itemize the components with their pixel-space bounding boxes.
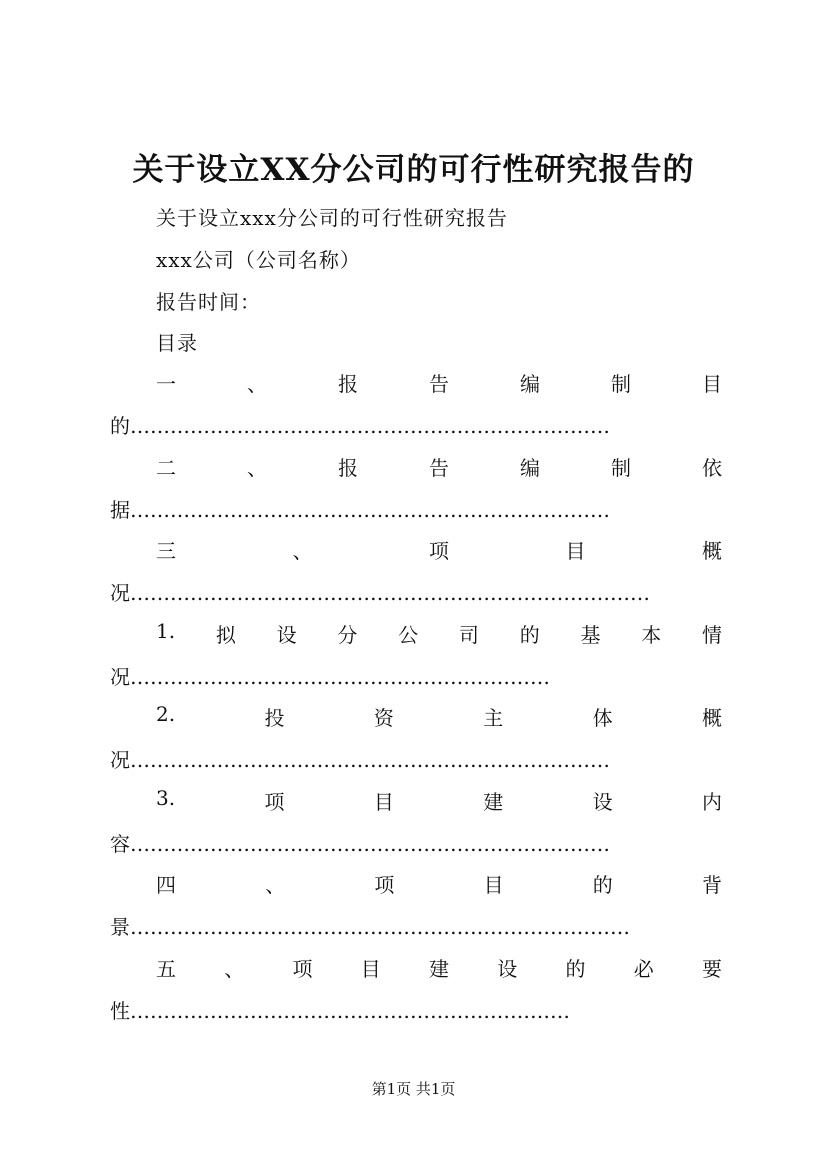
toc-leader-dots: ………………………………………………………… [130, 998, 570, 1023]
toc-entry-char: 编 [520, 455, 540, 480]
toc-entry-char: 项 [264, 789, 285, 814]
report-time: 报告时间： [156, 290, 261, 314]
toc-leader-dots: …………………………………………………………………… [130, 581, 650, 605]
toc-entry-char: 资 [373, 706, 394, 730]
toc-entry-char: 制 [611, 372, 631, 396]
toc-entry-char: 目 [702, 372, 722, 396]
toc-entry-last-char: 况 [110, 748, 130, 772]
company-name: xxx公司（公司名称） [156, 248, 361, 272]
toc-entry-last-char: 性 [110, 998, 130, 1023]
toc-entry-char: 告 [429, 372, 449, 396]
document-title: 关于设立XX分公司的可行性研究报告的 [132, 152, 695, 188]
toc-entry-last-char: 况 [110, 664, 130, 689]
toc-entry-char: 必 [633, 956, 654, 981]
toc-entry-char: 投 [264, 706, 285, 730]
toc-entry-char: 建 [483, 789, 504, 814]
toc-entry-continuation[interactable] [110, 661, 550, 690]
toc-entry-char: 体 [592, 706, 613, 730]
toc-entry-char: 编 [520, 372, 540, 396]
toc-entry-last-char: 据 [110, 497, 130, 522]
toc-entry-char: 3. [156, 785, 176, 810]
toc-entry-continuation[interactable] [110, 911, 630, 940]
toc-entry-char: 二 [156, 455, 176, 480]
toc-entry-char: 的 [592, 873, 613, 897]
toc-entry-last-char: 的 [110, 414, 130, 438]
toc-entry-char: 报 [338, 372, 358, 396]
toc-entry-continuation[interactable] [110, 744, 610, 773]
toc-entry-char: 目 [373, 789, 394, 814]
toc-entry-line[interactable] [156, 368, 722, 397]
toc-leader-dots: ……………………………………………………………… [130, 414, 610, 438]
toc-entry-char: 背 [701, 873, 722, 897]
toc-entry-char: 2. [156, 702, 176, 726]
toc-entry-line[interactable] [156, 535, 722, 564]
toc-entry-char: 四 [156, 873, 176, 897]
toc-entry-line[interactable] [156, 702, 722, 731]
toc-entry-char: 概 [701, 706, 722, 730]
toc-entry-char: 目 [483, 873, 504, 897]
toc-entry-char: 报 [338, 455, 358, 480]
toc-entry-char: 内 [701, 789, 722, 814]
toc-entry-char: 设 [276, 622, 297, 647]
toc-entry-line[interactable] [156, 869, 722, 898]
toc-entry-line[interactable] [156, 619, 722, 648]
toc-entry-char: 公 [398, 622, 419, 647]
toc-entry-last-char: 容 [110, 831, 130, 856]
toc-entry-char: 主 [483, 706, 504, 730]
report-subtitle: 关于设立xxx分公司的可行性研究报告 [156, 206, 508, 230]
toc-entry-char: 、 [247, 455, 267, 480]
toc-entry-char: 基 [580, 622, 601, 647]
toc-entry-char: 本 [641, 622, 662, 647]
toc-entry-last-char: 景 [110, 915, 130, 939]
toc-entry-line[interactable] [156, 452, 722, 481]
toc-entry-char: 设 [497, 956, 518, 981]
toc-leader-dots: ……………………………………………………………… [130, 831, 610, 856]
toc-leader-dots: ………………………………………………………………… [130, 915, 630, 939]
toc-entry-char: 依 [702, 455, 722, 480]
toc-leader-dots: ……………………………………………………… [130, 664, 550, 689]
toc-entry-continuation[interactable] [110, 828, 610, 857]
toc-entry-line[interactable] [156, 786, 722, 815]
toc-entry-char: 概 [702, 539, 722, 563]
toc-entry-line[interactable] [156, 953, 722, 982]
toc-entry-char: 1. [156, 618, 176, 643]
toc-entry-char: 告 [429, 455, 449, 480]
toc-entry-continuation[interactable] [110, 995, 570, 1024]
toc-entry-char: 要 [702, 956, 722, 981]
toc-entry-char: 三 [156, 539, 176, 563]
toc-entry-char: 目 [565, 539, 586, 563]
toc-entry-char: 一 [156, 372, 176, 396]
toc-entry-continuation[interactable] [110, 410, 610, 439]
toc-entry-char: 五 [156, 956, 176, 981]
toc-heading: 目录 [156, 331, 198, 355]
toc-entry-char: 建 [429, 956, 449, 981]
toc-entry-char: 目 [360, 956, 381, 981]
toc-entry-char: 、 [292, 539, 313, 563]
toc-entry-char: 、 [265, 873, 286, 897]
toc-entry-char: 、 [224, 956, 245, 981]
toc-entry-last-char: 况 [110, 581, 130, 605]
toc-leader-dots: ……………………………………………………………… [130, 748, 610, 772]
toc-entry-char: 项 [292, 956, 313, 981]
toc-entry-char: 制 [611, 455, 631, 480]
toc-entry-continuation[interactable] [110, 494, 610, 523]
toc-entry-char: 的 [565, 956, 586, 981]
page-footer: 第1页 共1页 [371, 1080, 456, 1098]
toc-entry-char: 设 [592, 789, 613, 814]
toc-entry-char: 分 [337, 622, 358, 647]
toc-leader-dots: ……………………………………………………………… [130, 497, 610, 522]
toc-entry-char: 的 [519, 622, 540, 647]
toc-entry-char: 项 [374, 873, 395, 897]
toc-entry-char: 项 [429, 539, 449, 563]
toc-entry-char: 、 [247, 372, 267, 396]
toc-entry-char: 司 [458, 622, 479, 647]
toc-entry-continuation[interactable] [110, 577, 650, 606]
toc-entry-char: 情 [701, 622, 722, 647]
toc-entry-char: 拟 [215, 622, 236, 647]
